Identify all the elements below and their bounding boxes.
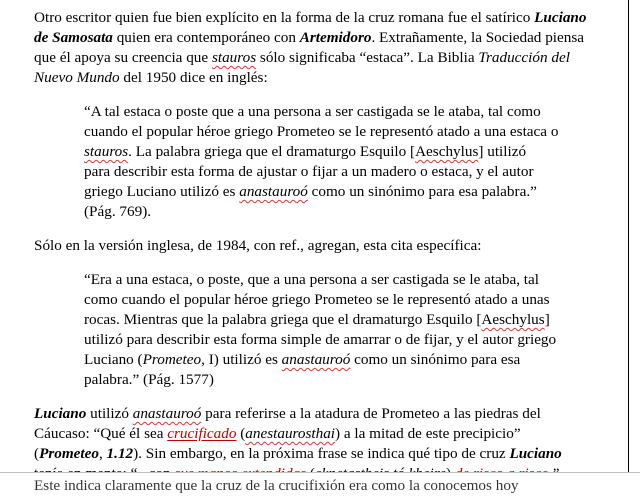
bible-title: Traducción del (478, 49, 570, 66)
name-artemidoro: Artemidoro (299, 29, 372, 46)
paragraph-1-line-1 (34, 8, 586, 28)
word-stauros: stauros (84, 143, 129, 160)
quote-1-line-3 (84, 142, 526, 162)
text: ) a la mitad de este precipicio” (335, 425, 521, 442)
paragraph-3-line-3 (34, 444, 562, 464)
text: rocas. Mientras que la palabra griega que el dramaturgo Esquilo [ (84, 311, 482, 328)
name-de-samosata: de Samosata (34, 29, 113, 46)
text: , (98, 445, 107, 462)
paragraph-1-line-4 (34, 68, 268, 88)
word-anastauroo: anastauroó (239, 183, 308, 200)
text: que él apoya su creencia que (34, 49, 212, 66)
paragraph-3-line-1 (34, 404, 541, 424)
quote-2-line-3 (84, 310, 550, 330)
word-aeschylus: Aeschylus (415, 143, 479, 160)
text: utilizó (86, 405, 133, 422)
text: ). Sin embargo, en la próxima frase se indica qué tipo de cruz (133, 445, 510, 462)
text: . Extrañamente, la Sociedad piensa (371, 29, 584, 46)
text: del 1950 dice en inglés: (119, 69, 268, 86)
paragraph-3-line-2 (34, 424, 521, 444)
paragraph-1-line-2 (34, 28, 584, 48)
word-stauros: stauros (211, 49, 257, 66)
paragraph-3-line-5-cropped: Este indica claramente que la cruz de la crucifixión era como la conocemos hoy (34, 477, 519, 494)
quote-2-line-2: como cuando el popular héroe griego Prometeo se le representó atado a unas (84, 291, 550, 308)
citation-number: 1.12 (106, 445, 134, 462)
word-crucificado: crucificado (167, 425, 237, 442)
text: . La palabra griega que el dramaturgo Esquilo [ (128, 143, 416, 160)
quote-2-line-1: “Era a una estaca, o poste, que a una persona a ser castigada se le ataba, tal (84, 271, 539, 288)
word-anestaurosthai: anestaurosthai (245, 425, 336, 442)
quote-1-line-1: “A tal estaca o poste que a una persona a ser castigada se le ataba, tal como (84, 103, 541, 120)
text: ( (34, 445, 40, 462)
paragraph-2-line-1: Sólo en la versión inglesa, de 1984, con ref., agregan, esta cita específica: (34, 237, 482, 254)
text: ] (544, 311, 550, 328)
text: como un sinónimo para esa palabra.” (307, 183, 537, 200)
text: Luciano ( (84, 351, 143, 368)
text: sólo significaba “estaca”. La Biblia (256, 49, 479, 66)
quote-2-line-5 (84, 350, 520, 370)
text: , I) utilizó es (201, 351, 282, 368)
quote-1-line-6: (Pág. 769). (84, 203, 152, 220)
quote-1-line-5 (84, 182, 537, 202)
name-luciano: Luciano (534, 9, 587, 26)
text: ] utilizó (478, 143, 527, 160)
word-anastauroo: anastauroó (281, 351, 351, 368)
quote-1-line-4: para describir esta forma de ajustar o fijar a un madero o estaca, y el autor (84, 163, 534, 180)
quote-1-line-2: cuando el popular héroe griego Prometeo se le representó atado a una estaca o (84, 123, 559, 140)
page-edge-line (628, 0, 629, 472)
title-prometeo: Prometeo (39, 445, 99, 462)
word-aeschylus: Aeschylus (481, 311, 545, 328)
name-luciano: Luciano (34, 405, 87, 422)
title-prometeo: Prometeo (142, 351, 202, 368)
text: ( (236, 425, 246, 442)
quote-2-line-4: utilizó para describir esta forma simple de amarrar o de fijar, y el autor griego (84, 331, 557, 348)
quote-2-line-6: palabra.” (Pág. 1577) (84, 371, 214, 388)
text: como un sinónimo para esa (350, 351, 521, 368)
text: Otro escritor quien fue bien explícito en la forma de la cruz romana fue el satírico (34, 9, 535, 26)
word-anastauroo: anastauroó (132, 405, 202, 422)
name-luciano: Luciano (509, 445, 562, 462)
text: para referirse a la atadura de Prometeo a las piedras del (201, 405, 541, 422)
text: quien era contemporáneo con (112, 29, 300, 46)
bible-title: Nuevo Mundo (34, 69, 120, 86)
text: griego Luciano utilizó es (84, 183, 240, 200)
text: Cáucaso: “Qué él sea (34, 425, 168, 442)
paragraph-1-line-3 (34, 48, 570, 68)
